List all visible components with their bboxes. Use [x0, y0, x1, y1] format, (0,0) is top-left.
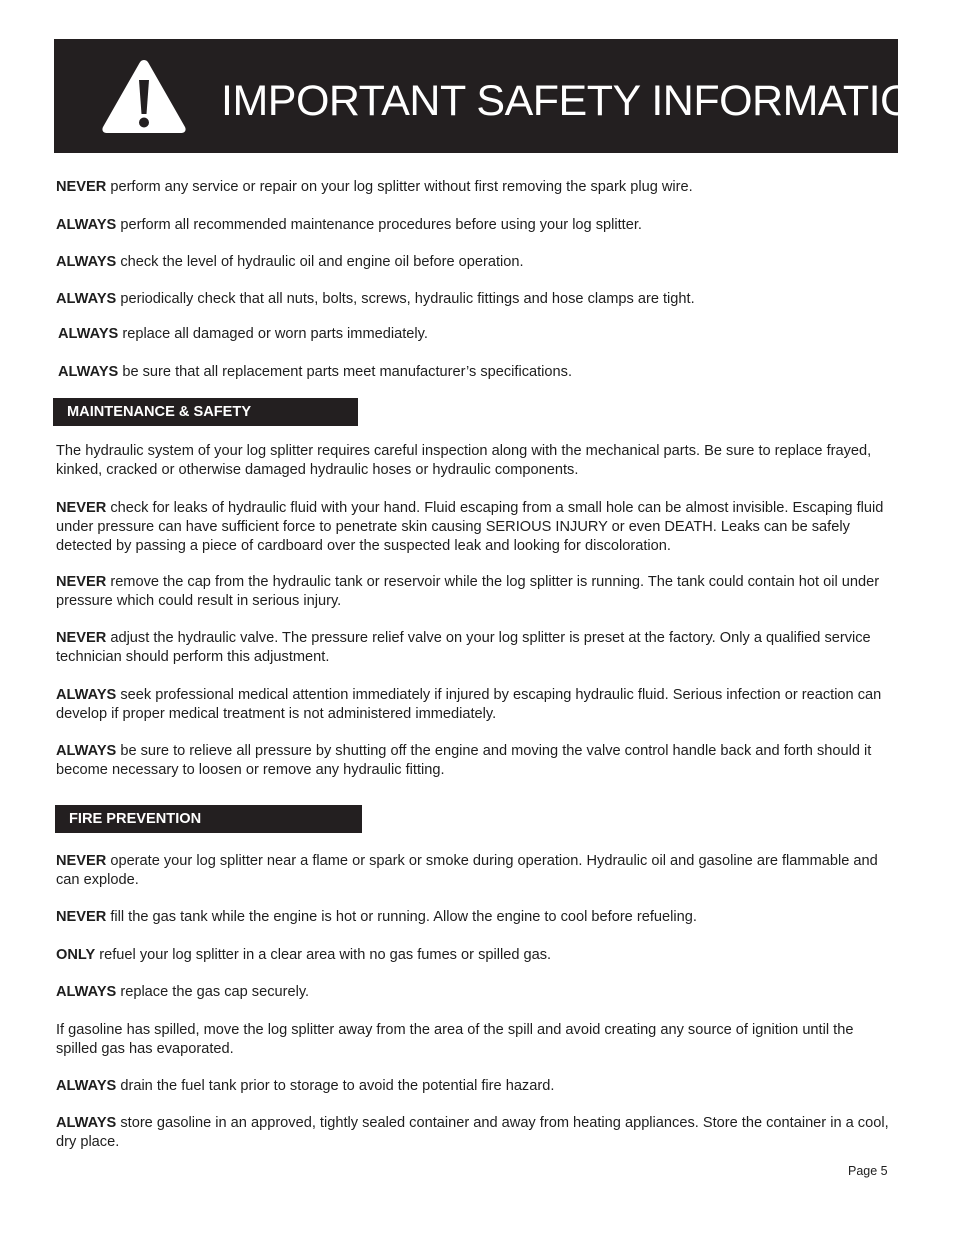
item-text: perform all recommended maintenance procedures before using your log splitter. — [116, 217, 642, 233]
item-text: be sure that all replacement parts meet manufacturer’s specifications. — [118, 364, 573, 380]
item-keyword: ALWAYS — [56, 1115, 117, 1131]
item-text: drain the fuel tank prior to storage to avoid the potential fire hazard. — [116, 1078, 555, 1094]
item-keyword: NEVER — [56, 909, 107, 925]
item-text: periodically check that all nuts, bolts, screws, hydraulic fittings and hose clamps are tight. — [116, 291, 695, 307]
intro-item — [58, 325, 898, 344]
intro-item — [56, 253, 898, 272]
item-text: perform any service or repair on your log splitter without first removing the spark plug wire. — [106, 179, 693, 195]
intro-item — [56, 290, 898, 309]
fire-item — [56, 852, 898, 890]
intro-item — [56, 178, 898, 197]
item-text: fill the gas tank while the engine is hot or running. Allow the engine to cool before refueling. — [106, 909, 697, 925]
maintenance-item — [56, 442, 898, 480]
item-keyword: ALWAYS — [58, 364, 119, 380]
item-keyword: NEVER — [56, 853, 107, 869]
item-text: adjust the hydraulic valve. The pressure relief valve on your log splitter is preset at the factory. Only a qualified service technician should perform this adjustment. — [56, 630, 871, 665]
item-text: operate your log splitter near a flame or spark or smoke during operation. Hydraulic oil and gasoline are flammable and can explode. — [56, 853, 878, 888]
item-keyword: ALWAYS — [56, 984, 117, 1000]
maintenance-item — [56, 629, 898, 667]
item-keyword: ALWAYS — [56, 743, 117, 759]
section-heading-label: MAINTENANCE & SAFETY — [67, 404, 252, 420]
item-keyword: NEVER — [56, 500, 107, 516]
item-text: check the level of hydraulic oil and engine oil before operation. — [116, 254, 524, 270]
item-text: replace all damaged or worn parts immediately. — [118, 326, 428, 342]
fire-item — [56, 908, 898, 927]
item-text: The hydraulic system of your log splitter requires careful inspection along with the mechanical parts. Be sure to replace frayed, kinked, cracked or otherwise damaged hydraulic hoses or hydraulic components. — [56, 443, 872, 478]
item-text: store gasoline in an approved, tightly sealed container and away from heating appliances. Store the container in a cool, dry place. — [56, 1115, 889, 1150]
maintenance-item — [56, 499, 898, 556]
maintenance-item — [56, 742, 898, 780]
section-heading-label: FIRE PREVENTION — [69, 811, 202, 827]
item-keyword: ALWAYS — [56, 254, 117, 270]
item-text: refuel your log splitter in a clear area with no gas fumes or spilled gas. — [95, 947, 552, 963]
maintenance-item — [56, 573, 898, 611]
page-title: IMPORTANT SAFETY INFORMATION — [221, 77, 944, 125]
intro-item — [56, 216, 898, 235]
item-keyword: ALWAYS — [56, 1078, 117, 1094]
section-heading-maintenance — [53, 398, 358, 426]
fire-item — [56, 983, 898, 1002]
item-text: check for leaks of hydraulic fluid with your hand. Fluid escaping from a small hole can be almost invisible. Escaping fluid under pressure can have sufficient force to penetrate skin causing SERIOUS INJURY or even DEATH. Leaks can be safely detected by passing a piece of cardboard over the suspected leak and looking for discoloration. — [56, 500, 884, 554]
item-keyword: ALWAYS — [56, 687, 117, 703]
fire-item — [56, 946, 898, 965]
item-text: replace the gas cap securely. — [116, 984, 310, 1000]
warning-triangle-icon — [100, 56, 188, 134]
item-text: remove the cap from the hydraulic tank or reservoir while the log splitter is running. The tank could contain hot oil under pressure which could result in serious injury. — [56, 574, 880, 609]
item-text: be sure to relieve all pressure by shutting off the engine and moving the valve control handle back and forth should it become necessary to loosen or remove any hydraulic fitting. — [56, 743, 872, 778]
fire-item — [56, 1114, 898, 1152]
fire-item — [56, 1021, 898, 1059]
item-keyword: NEVER — [56, 179, 107, 195]
item-keyword: ONLY — [56, 947, 96, 963]
maintenance-item — [56, 686, 898, 724]
item-text: seek professional medical attention immediately if injured by escaping hydraulic fluid. Serious infection or reaction can develop if proper medical treatment is not administered immediately. — [56, 687, 882, 722]
item-keyword: NEVER — [56, 574, 107, 590]
item-keyword: ALWAYS — [58, 326, 119, 342]
page-number: Page 5 — [848, 1164, 888, 1178]
intro-item — [58, 363, 898, 382]
item-keyword: ALWAYS — [56, 217, 117, 233]
fire-item — [56, 1077, 898, 1096]
item-keyword: NEVER — [56, 630, 107, 646]
safety-banner — [54, 39, 944, 153]
item-keyword: ALWAYS — [56, 291, 117, 307]
section-heading-fire — [55, 805, 362, 833]
item-text: If gasoline has spilled, move the log splitter away from the area of the spill and avoid creating any source of ignition until the spilled gas has evaporated. — [56, 1022, 854, 1057]
